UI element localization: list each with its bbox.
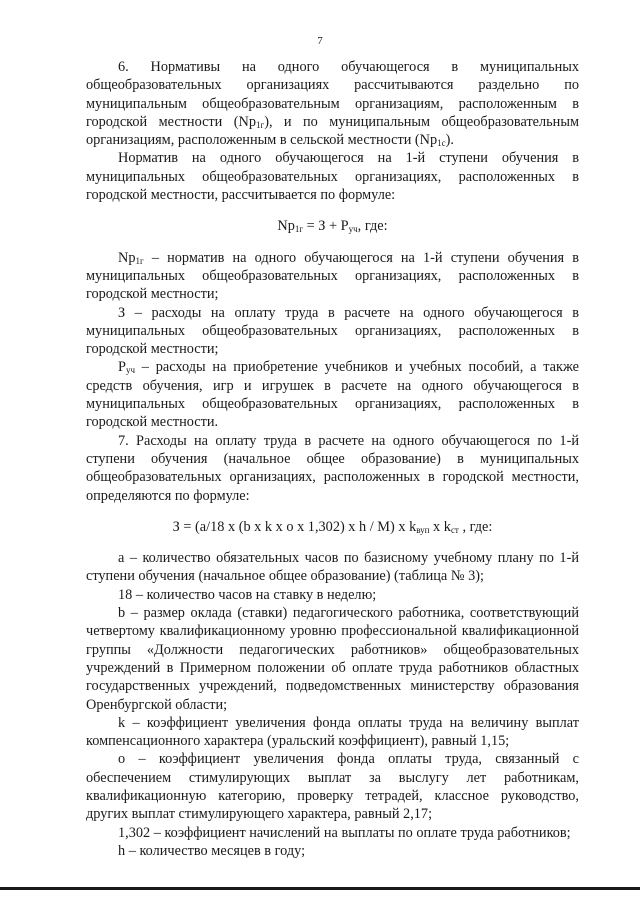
formula-labor-costs: З = (а/18 x (b x k x o x 1,302) x h / M) x $k_{вуп}$ x $k_{ст}$ , где: [172,518,493,535]
definition-np: $Np_{1г}$ – норматив на одного обучающегося на 1-й ступени обучения в муниципальных общеобразовательных организациях, расположенных в городской местности; [86,249,579,303]
definition-r: $Р_{уч}$ – расходы на приобретение учебников и учебных пособий, а также средств обучения, игр и игрушек в расчете на одного обучающегося в муниципальных общеобразовательных организациях, расположенных в городской местности. [86,359,579,431]
paragraph-norm-definition: Норматив на одного обучающегося на 1-й ступени обучения в муниципальных общеобразовательных организациях, расположенных в городской местности, рассчитывается по формуле: [86,150,579,204]
definition-b: b – размер оклада (ставки) педагогического работника, соответствующий четвертому квалификационному уровню профессиональной квалификационной группы «Должности педагогических работников» общеобразовательных учреждений в Примерном положении об оплате труда работников областных государственных учреждений, подведомственных министерству образования Оренбургской области; [86,605,579,713]
definition-h: h – количество месяцев в году; [118,842,306,859]
page-number: 7 [317,35,323,47]
document-body [86,58,579,860]
paragraph-6: 6. Нормативы на одного обучающегося в муниципальных общеобразовательных организациях рассчитываются раздельно по муниципальным общеобразовательным организациям, расположенным в городской местности $(Np_{1г})$, и по муниципальным общеобразовательным организациям, расположенным в сельской местности $(Np_{1с})$. [86,59,579,149]
page-bottom-border [0,887,640,890]
definition-k: k – коэффициент увеличения фонда оплаты труда на величину выплат компенсационного характера (уральский коэффициент), равный 1,15; [86,714,579,750]
paragraph-7: 7. Расходы на оплату труда в расчете на одного обучающегося по 1-й ступени обучения (начальное общее образование) в муниципальных общеобразовательных организациях, расположенных в городской местности, определяются по формуле: [86,432,579,504]
definition-a: а – количество обязательных часов по базисному учебному плану по 1-й ступени обучения (начальное общее образование) (таблица № 3); [86,550,579,585]
definition-18: 18 – количество часов на ставку в неделю; [118,586,377,603]
definition-1302: 1,302 – коэффициент начислений на выплаты по оплате труда работников; [118,824,571,841]
definition-z: З – расходы на оплату труда в расчете на одного обучающегося в муниципальных общеобразовательных организациях, расположенных в городской местности; [86,304,579,358]
formula-norm: $Np_{1г} = З + Р_{уч}$, где: [277,218,388,235]
definition-o: о – коэффициент увеличения фонда оплаты труда, связанный с обеспечением стимулирующих выплат за выслугу лет работникам, квалификационную категорию, проверку тетрадей, классное руководство, других выплат стимулирующего характера, равный 2,17; [86,751,579,823]
